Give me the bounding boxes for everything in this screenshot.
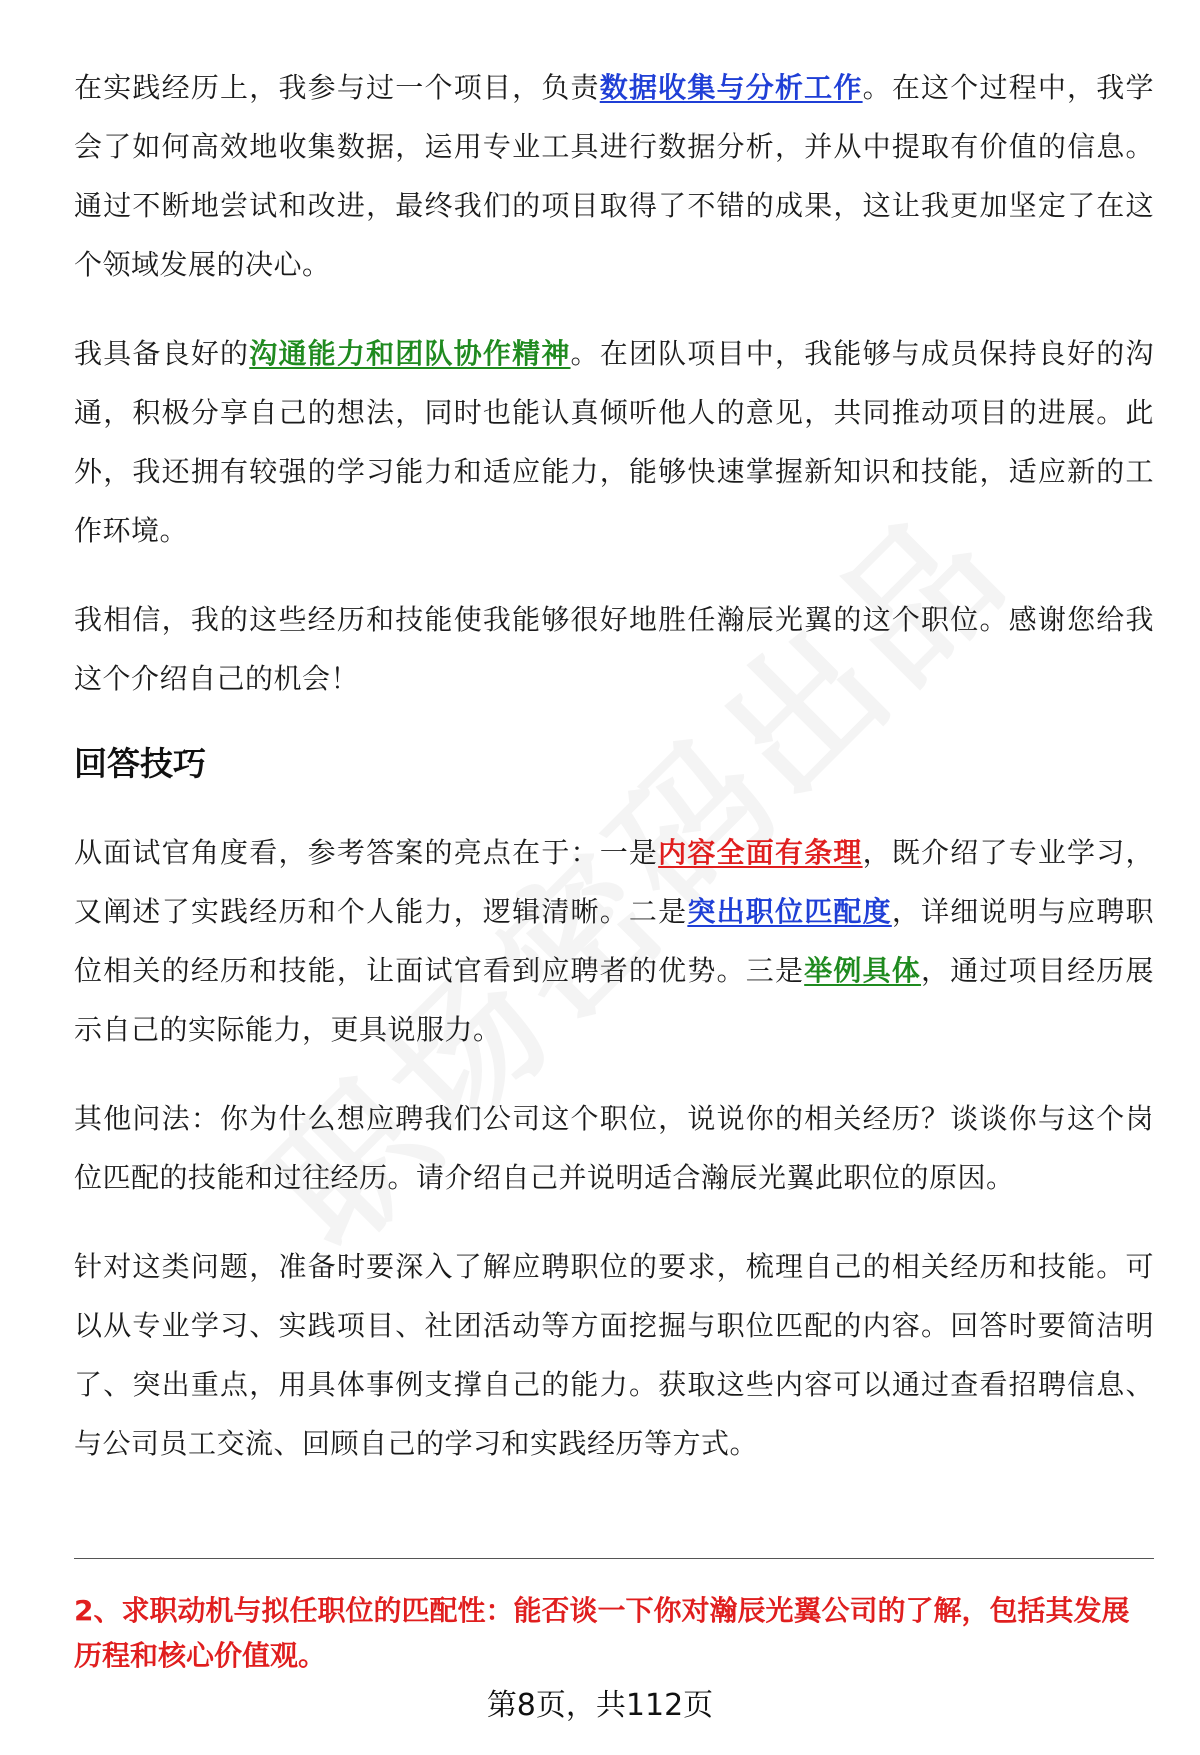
highlight-match: 突出职位匹配度 xyxy=(687,895,892,928)
paragraph-closing: 我相信，我的这些经历和技能使我能够很好地胜任瀚辰光翼的这个职位。感谢您给我这个介绍自己的机会！ xyxy=(74,603,1154,695)
document-body xyxy=(74,58,1154,1503)
paragraph-preparation: 针对这类问题，准备时要深入了解应聘职位的要求，梳理自己的相关经历和技能。可以从专业学习、实践项目、社团活动等方面挖掘与职位匹配的内容。回答时要简洁明了、突出重点，用具体事例支撑自己的能力。获取这些内容可以通过查看招聘信息、与公司员工交流、回顾自己的学习和实践经历等方式。 xyxy=(74,1250,1154,1460)
section-heading: 回答技巧 xyxy=(74,744,206,783)
page-footer: 第8页，共112页 xyxy=(486,1688,714,1723)
paragraph-other-questions: 其他问法：你为什么想应聘我们公司这个职位，说说你的相关经历？谈谈你与这个岗位匹配的技能和过往经历。请介绍自己并说明适合瀚辰光翼此职位的原因。 xyxy=(74,1102,1154,1194)
highlight-communication: 沟通能力和团队协作精神 xyxy=(249,337,571,370)
divider xyxy=(74,1558,1154,1559)
highlight-comprehensive: 内容全面有条理 xyxy=(658,836,863,869)
highlight-data-analysis: 数据收集与分析工作 xyxy=(599,71,863,104)
paragraph-skills: 我具备良好的沟通能力和团队协作精神。在团队项目中，我能够与成员保持良好的沟通，积极分享自己的想法，同时也能认真倾听他人的意见，共同推动项目的进展。此外，我还拥有较强的学习能力和适应能力，能够快速掌握新知识和技能，适应新的工作环境。 xyxy=(74,337,1154,547)
paragraph-highlights: 从面试官角度看，参考答案的亮点在于：一是内容全面有条理，既介绍了专业学习，又阐述了实践经历和个人能力，逻辑清晰。二是突出职位匹配度，详细说明与应聘职位相关的经历和技能，让面试官看到应聘者的优势。三是举例具体，通过项目经历展示自己的实际能力，更具说服力。 xyxy=(74,836,1154,1046)
question-2: 2、求职动机与拟任职位的匹配性：能否谈一下你对瀚辰光翼公司的了解，包括其发展历程和核心价值观。 xyxy=(74,1594,1130,1672)
paragraph-practice: 在实践经历上，我参与过一个项目，负责数据收集与分析工作。在这个过程中，我学会了如何高效地收集数据，运用专业工具进行数据分析，并从中提取有价值的信息。通过不断地尝试和改进，最终我们的项目取得了不错的成果，这让我更加坚定了在这个领域发展的决心。 xyxy=(74,71,1154,281)
highlight-examples: 举例具体 xyxy=(804,954,922,987)
